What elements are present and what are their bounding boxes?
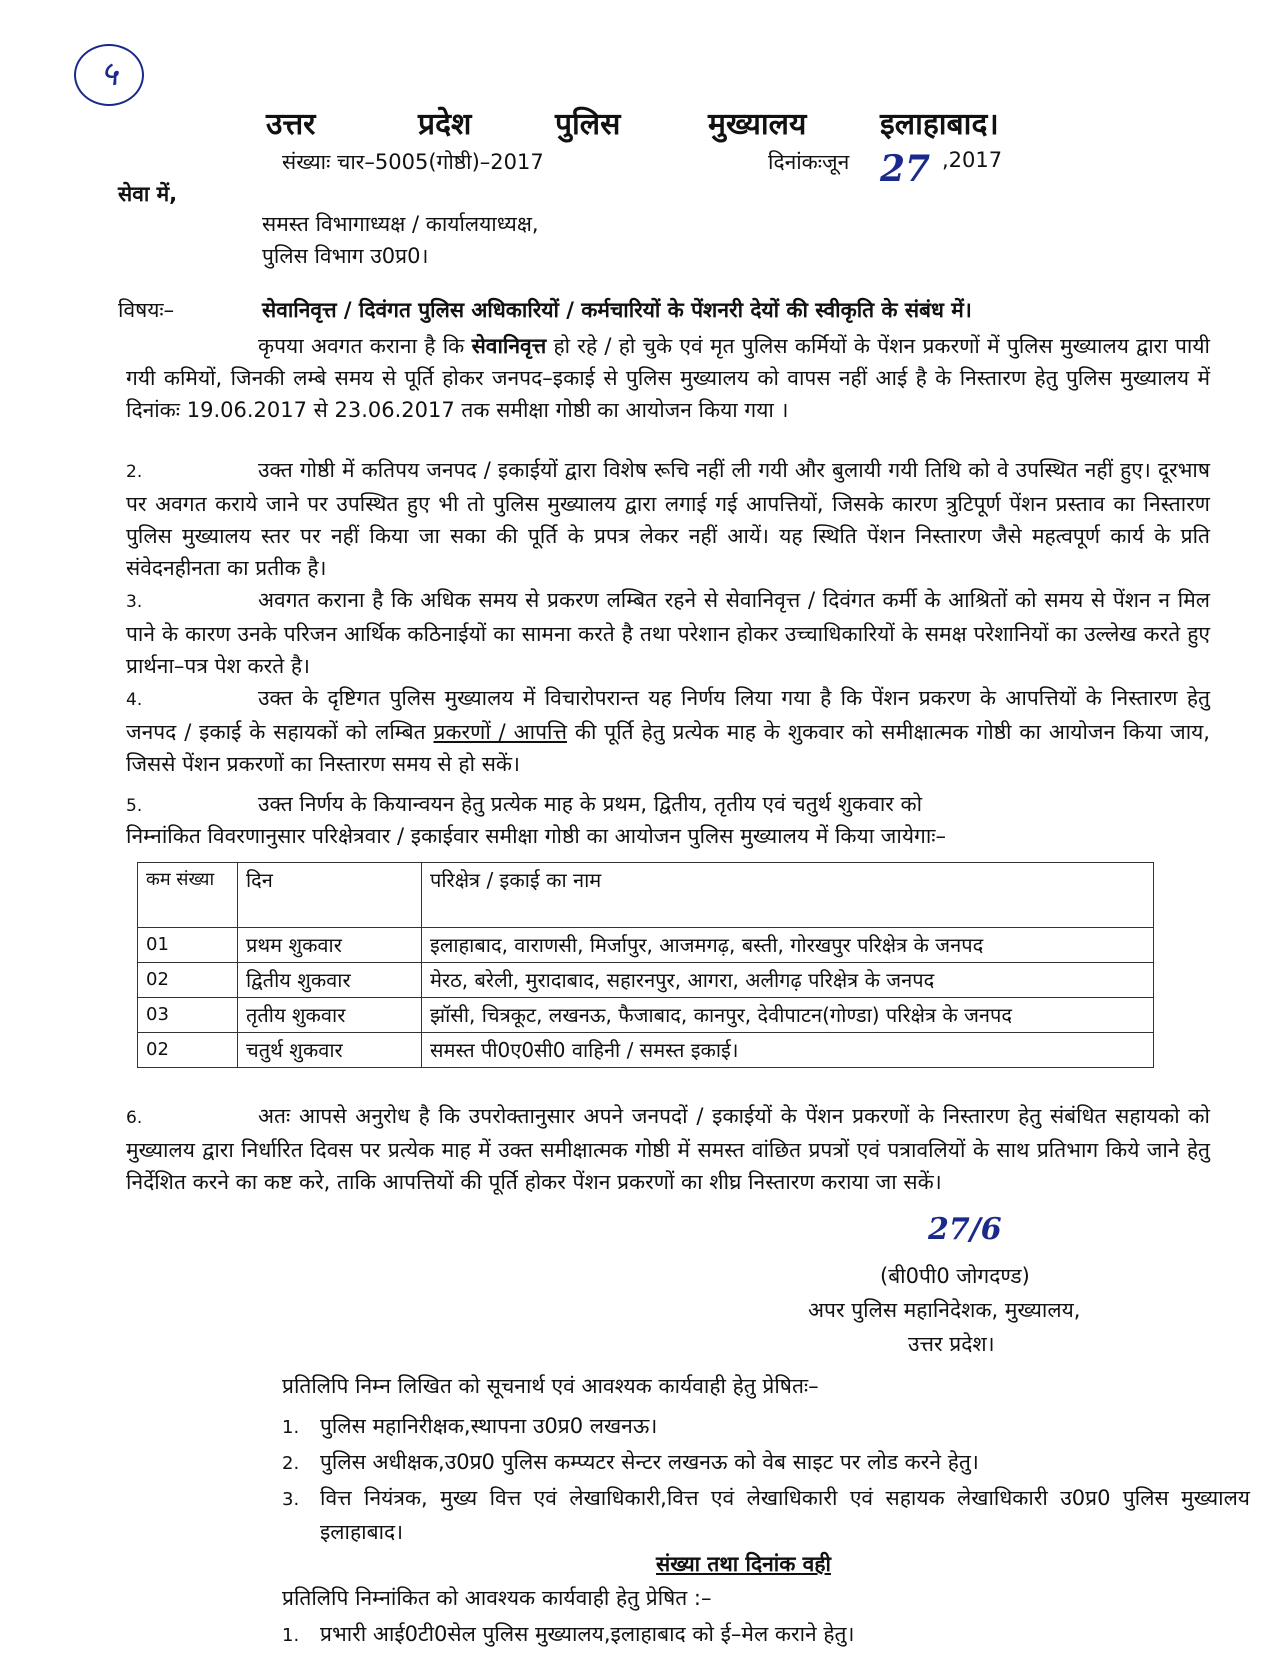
addressee-line-2: पुलिस विभाग उ0प्र0। xyxy=(262,244,429,268)
header-word: उत्तर xyxy=(266,107,316,142)
table-cell: चतुर्थ शुकवार xyxy=(238,1033,422,1068)
para1-pre: कृपया अवगत कराना है कि xyxy=(258,334,465,358)
list-item-text: पुलिस महानिरीक्षक,स्थापना उ0प्र0 लखनऊ। xyxy=(320,1414,658,1438)
reference-number: संख्याः चार–5005(गोष्ठी)–2017 xyxy=(282,150,544,174)
salutation: सेवा में, xyxy=(118,182,178,206)
paragraph-3 xyxy=(126,584,1210,682)
table-header-cell: कम संख्या xyxy=(138,863,238,928)
paragraph-2 xyxy=(126,454,1210,584)
table-cell: झॉसी, चित्रकूट, लखनऊ, फैजाबाद, कानपुर, देवीपाटन(गोण्डा) परिक्षेत्र के जनपद xyxy=(422,998,1154,1033)
signatory-state: उत्तर प्रदेश। xyxy=(908,1332,995,1356)
list-item-number: 2. xyxy=(282,1453,300,1474)
para-number: 4. xyxy=(126,690,143,710)
table-cell: तृतीय शुकवार xyxy=(238,998,422,1033)
para1-bold: सेवानिवृत्त xyxy=(471,334,547,358)
date-year: ,2017 xyxy=(942,148,1003,172)
date-prefix: दिनांकःजून xyxy=(768,150,850,174)
paragraph-4 xyxy=(126,682,1210,780)
subject-text: सेवानिवृत्त / दिवंगत पुलिस अधिकारियों / कर्मचारियों के पेंशनरी देयों की स्वीकृति के संबंध में। xyxy=(262,298,972,322)
table-row xyxy=(138,963,1154,998)
header-word: प्रदेश xyxy=(418,107,472,142)
table-row xyxy=(138,998,1154,1033)
paragraph-5-line-1 xyxy=(126,790,922,818)
schedule-table xyxy=(137,862,1154,1068)
table-cell: समस्त पी0ए0सी0 वाहिनी / समस्त इकाई। xyxy=(422,1033,1154,1068)
table-cell: 02 xyxy=(138,963,238,998)
para6-text: अतः आपसे अनुरोध है कि उपरोक्तानुसार अपने जनपदों / इकाईयों के पेंशन प्रकरणों के निस्तारण हेतु संबंधित सहायको को मुख्यालय द्वारा निर्धारित दिवस पर प्रत्येक माह में उक्त समीक्षात्मक गोष्ठी में समस्त वांछित प्रपत्रों एवं पत्रावलियों के साथ प्रतिभाग किये जाने हेतु निर्देशित करने का कष्ट करे, ताकि आपत्तियों की पूर्ति होकर पेंशन प्रकरणों का शीघ्र निस्तारण कराया जा सकें। xyxy=(126,1104,1210,1194)
subject-label: विषयः– xyxy=(118,298,175,322)
table-cell: मेरठ, बरेली, मुरादाबाद, सहारनपुर, आगरा, अलीगढ़ परिक्षेत्र के जनपद xyxy=(422,963,1154,998)
para3-text: अवगत कराना है कि अधिक समय से प्रकरण लम्बित रहने से सेवानिवृत्त / दिवंगत कर्मी के आश्रितों को समय से पेंशन न मिल पाने के कारण उनके परिजन आर्थिक कठिनाईयों का सामना करते है तथा परेशान होकर उच्चाधिकारियों के समक्ष परेशानियों का उल्लेख करते हुए प्रार्थना–पत्र पेश करते है। xyxy=(126,588,1210,678)
table-cell: 02 xyxy=(138,1033,238,1068)
header-word: मुख्यालय xyxy=(708,107,807,142)
para2-text: उक्त गोष्ठी में कतिपय जनपद / इकाईयों द्वारा विशेष रूचि नहीं ली गयी और बुलायी गयी तिथि को वे उपस्थित नहीं हुए। दूरभाष पर अवगत कराये जाने पर उपस्थित हुए भी तो पुलिस मुख्यालय द्वारा लगाई गई आपत्तियों, जिसके कारण त्रुटिपूर्ण पेंशन प्रस्ताव का निस्तारण पुलिस मुख्यालय स्तर पर नहीं किया जा सका की पूर्ति के प्रपत्र लेकर नहीं आयें। यह स्थिति पेंशन निस्तारण जैसे महत्वपूर्ण कार्य के प्रति संवेदनहीनता का प्रतीक है। xyxy=(126,458,1210,580)
signature-handwritten: 27/6 xyxy=(928,1212,1002,1247)
paragraph-6 xyxy=(126,1100,1210,1198)
para4-post: की पूर्ति हेतु प्रत्येक माह के शुकवार को समीक्षात्मक गोष्ठी का आयोजन किया जाय, जिससे पेंशन प्रकरणों का निस्तारण समय से हो सकें। xyxy=(126,720,1210,776)
copy-intro-2: प्रतिलिपि निम्नांकित को आवश्यक कार्यवाही हेतु प्रेषित :– xyxy=(282,1586,712,1610)
table-cell: 01 xyxy=(138,928,238,963)
list-item-number: 3. xyxy=(282,1489,300,1510)
table-cell: प्रथम शुकवार xyxy=(238,928,422,963)
margin-note: ५ xyxy=(74,44,144,106)
para-number: 6. xyxy=(126,1108,143,1128)
paragraph-1 xyxy=(126,330,1210,426)
table-header-cell: दिन xyxy=(238,863,422,928)
list-item-number: 1. xyxy=(282,1625,300,1646)
list-item xyxy=(282,1618,1212,1652)
header-word: इलाहाबाद। xyxy=(880,107,999,142)
list-item-text: वित्त नियंत्रक, मुख्य वित्त एवं लेखाधिकारी,वित्त एवं लेखाधिकारी एवं सहायक लेखाधिकारी उ0प्र0 पुलिस मुख्यालय इलाहाबाद। xyxy=(320,1486,1250,1544)
copy-intro-1: प्रतिलिपि निम्न लिखित को सूचनार्थ एवं आवश्यक कार्यवाही हेतु प्रेषितः– xyxy=(282,1374,819,1398)
para4-underlined: प्रकरणों / आपत्ति xyxy=(433,720,567,744)
para4-pre: उक्त के दृष्टिगत पुलिस मुख्यालय में विचारोपरान्त यह निर्णय लिया गया है कि पेंशन प्रकरण के आपत्तियों के निस्तारण हेतु जनपद / इकाई के सहायकों को लम्बित xyxy=(126,686,1210,744)
date-day-handwritten: 27 xyxy=(880,148,931,190)
para-number: 5. xyxy=(126,796,143,816)
table-cell: इलाहाबाद, वाराणसी, मिर्जापुर, आजमगढ़, बस्ती, गोरखपुर परिक्षेत्र के जनपद xyxy=(422,928,1154,963)
para1-post: हो रहे / हो चुके एवं मृत पुलिस कर्मियों के पेंशन प्रकरणों में पुलिस मुख्यालय द्वारा पायी गयी कमियों, जिनकी लम्बे समय से पूर्ति होकर जनपद–इकाई से पुलिस मुख्यालय को वापस नहीं आई है के निस्तारण हेतु पुलिस मुख्यालय में दिनांकः 19.06.2017 से 23.06.2017 तक समीक्षा गोष्ठी का आयोजन किया गया । xyxy=(126,334,1210,422)
signatory-designation: अपर पुलिस महानिदेशक, मुख्यालय, xyxy=(808,1298,1081,1322)
table-row xyxy=(138,928,1154,963)
signatory-name: (बी0पी0 जोगदण्ड) xyxy=(880,1264,1030,1288)
list-item xyxy=(282,1410,1212,1444)
table-cell: द्वितीय शुकवार xyxy=(238,963,422,998)
table-cell: 03 xyxy=(138,998,238,1033)
addressee-line-1: समस्त विभागाध्यक्ष / कार्यालयाध्यक्ष, xyxy=(262,212,539,236)
header-word: पुलिस xyxy=(555,107,621,142)
table-header-row xyxy=(138,863,1154,928)
list-item-text: पुलिस अधीक्षक,उ0प्र0 पुलिस कम्प्यटर सेन्टर लखनऊ को वेब साइट पर लोड करने हेतु। xyxy=(320,1450,979,1474)
table-header-cell: परिक्षेत्र / इकाई का नाम xyxy=(422,863,1154,928)
para-number: 3. xyxy=(126,592,143,612)
para-number: 2. xyxy=(126,462,143,482)
same-reference-note: संख्या तथा दिनांक वही xyxy=(656,1552,831,1576)
list-item xyxy=(282,1446,1212,1480)
list-item-number: 1. xyxy=(282,1417,300,1438)
paragraph-5-line-2: निम्नांकित विवरणानुसार परिक्षेत्रवार / इकाईवार समीक्षा गोष्ठी का आयोजन पुलिस मुख्यालय में किया जायेगाः– xyxy=(126,824,947,848)
para5-line1: उक्त निर्णय के कियान्वयन हेतु प्रत्येक माह के प्रथम, द्वितीय, तृतीय एवं चतुर्थ शुकवार को xyxy=(258,792,923,816)
list-item xyxy=(282,1482,1250,1548)
table-row xyxy=(138,1033,1154,1068)
list-item-text: प्रभारी आई0टी0सेल पुलिस मुख्यालय,इलाहाबाद को ई–मेल कराने हेतु। xyxy=(320,1622,855,1646)
